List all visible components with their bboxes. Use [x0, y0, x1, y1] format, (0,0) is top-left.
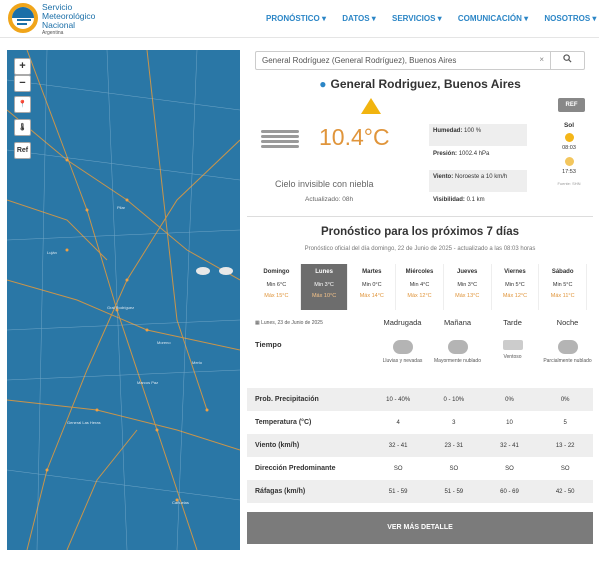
period-header: Noche	[556, 318, 579, 327]
day-tab[interactable]	[348, 264, 396, 310]
map-place-label: Moreno	[157, 340, 171, 345]
logo-country: Argentina	[42, 30, 64, 36]
day-min: Min 6°C	[266, 282, 287, 288]
windy-icon	[503, 340, 523, 350]
day-name: Lunes	[315, 269, 333, 275]
map-roads	[7, 50, 240, 550]
search-button[interactable]	[550, 52, 584, 69]
location-title	[247, 77, 593, 91]
day-name: Domingo	[263, 269, 290, 275]
row-label: Dirección Predominante	[255, 465, 336, 472]
sun-title: Sol	[563, 122, 575, 129]
day-max: Máx 11°C	[550, 293, 575, 299]
cell: 10 - 40%	[386, 396, 411, 403]
pressure-stat	[429, 147, 527, 169]
stat-value: 100 %	[464, 128, 482, 134]
cell: 3	[452, 419, 456, 426]
sunset-icon	[565, 157, 574, 166]
cell: 4	[396, 419, 400, 426]
day-name: Sábado	[551, 269, 574, 275]
cell: SO	[393, 465, 403, 472]
map-pin-icon: 📍	[18, 101, 27, 108]
map-panel[interactable]	[7, 50, 240, 550]
weather-cell	[430, 340, 485, 364]
day-max: Máx 12°C	[502, 293, 528, 299]
day-min: Min 5°C	[505, 282, 525, 288]
cloudy-icon	[448, 340, 468, 354]
day-max: Máx 13°C	[455, 293, 480, 299]
humidity-stat	[429, 124, 527, 146]
nav-servicios[interactable]: SERVICIOS ▾	[392, 14, 442, 23]
stat-label: Presión:	[433, 151, 458, 157]
cell: 5	[563, 419, 567, 426]
current-temperature: 10.4°C	[319, 124, 390, 150]
stat-label: Visibilidad:	[433, 197, 465, 203]
weather-desc: Parcialmente nublado	[543, 358, 592, 364]
table-row	[247, 480, 593, 503]
location-pin-icon: ●	[319, 77, 327, 91]
calendar-icon: ▦	[255, 320, 260, 326]
stat-label: Viento:	[433, 174, 454, 180]
zoom-out-button[interactable]: −	[14, 75, 31, 92]
day-tab[interactable]	[396, 264, 444, 310]
fog-icon	[261, 130, 299, 154]
day-min: Min 4°C	[409, 282, 430, 288]
stat-value: 1002.4 hPa	[458, 151, 490, 157]
forecast-table	[247, 388, 593, 503]
map-place-label: Pilar	[117, 205, 126, 210]
weather-cell	[375, 340, 430, 364]
cell: SO	[449, 465, 459, 472]
weather-cell	[485, 340, 540, 364]
divider	[247, 216, 593, 217]
map-place-label: Cañuelas	[172, 500, 189, 505]
smn-logo-icon[interactable]	[8, 3, 38, 33]
cell: 42 - 50	[555, 488, 575, 495]
wind-stat	[429, 170, 527, 192]
day-tab-selected[interactable]	[301, 264, 349, 310]
rain-snow-icon	[393, 340, 413, 354]
forecast-title: Pronóstico para los próximos 7 días	[320, 226, 520, 238]
location-pin-button[interactable]	[14, 96, 31, 113]
day-tab[interactable]	[539, 264, 587, 310]
day-min: Min 5°C	[552, 282, 573, 288]
weather-desc: Ventoso	[503, 354, 522, 360]
table-row	[247, 457, 593, 480]
thermometer-icon: 🌡	[18, 124, 27, 131]
current-condition: Cielo invisible con niebla	[275, 179, 374, 189]
day-max: Máx 10°C	[311, 293, 337, 299]
weather-desc: Mayormente nublado	[434, 358, 481, 364]
nav-nosotros[interactable]: NOSOTROS ▾	[544, 14, 597, 23]
day-max: Máx 14°C	[359, 293, 384, 299]
sunset-time: 17:53	[562, 169, 576, 175]
location-name: General Rodriguez, Buenos Aires	[330, 77, 521, 91]
zoom-in-button[interactable]: +	[14, 58, 31, 75]
sunrise-time: 08:03	[562, 145, 576, 151]
day-name: Viernes	[504, 269, 526, 275]
day-min: Min 3°C	[314, 282, 334, 288]
period-header: Tarde	[503, 318, 522, 327]
cell: 0%	[560, 396, 570, 403]
weather-icons	[375, 340, 595, 364]
day-name: Martes	[362, 269, 382, 275]
nav-datos[interactable]: DATOS ▾	[342, 14, 376, 23]
stat-value: 0.1 km	[466, 197, 485, 203]
updated-time: Actualizado: 08h	[305, 196, 354, 203]
search-bar[interactable]	[255, 51, 585, 70]
detail-date	[255, 320, 323, 326]
current-stats	[429, 124, 527, 216]
period-header: Madrugada	[383, 318, 422, 327]
search-input[interactable]: General Rodríguez (General Rodríguez), Buenos Aires	[262, 56, 457, 65]
alert-warning-icon[interactable]	[361, 98, 381, 114]
row-label: Prob. Precipitación	[255, 396, 319, 403]
cell: 0 - 10%	[443, 396, 465, 403]
detail-date-text: Lunes, 23 de Junio de 2025	[261, 320, 323, 326]
table-row	[247, 411, 593, 434]
row-label: Viento (km/h)	[255, 442, 300, 449]
forecast-subtitle: Pronóstico oficial del día domingo, 22 de Junio de 2025 - actualizado a las 08:03 horas	[304, 246, 536, 252]
day-name: Miércoles	[405, 269, 434, 275]
stat-value: Noroeste a 10 km/h	[454, 174, 508, 180]
day-name: Jueves	[457, 269, 478, 275]
day-min: Min 0°C	[361, 282, 382, 288]
stat-label: Humedad:	[433, 128, 463, 134]
row-label: Ráfagas (km/h)	[255, 488, 306, 495]
cell: 51 - 59	[444, 488, 464, 495]
cell: 13 - 22	[555, 442, 575, 449]
day-tab[interactable]	[444, 264, 492, 310]
map-place-label: Gral Rodríguez	[107, 305, 135, 310]
tiempo-label: Tiempo	[255, 340, 282, 349]
visibility-stat	[429, 193, 527, 215]
partly-cloudy-icon	[558, 340, 578, 354]
site-header	[0, 0, 599, 38]
table-row	[247, 388, 593, 411]
cell: 0%	[505, 396, 514, 403]
logo-line2: Meteorológico	[42, 11, 96, 21]
map-place-label: Marcos Paz	[137, 380, 159, 385]
logo-line3: Nacional	[42, 20, 76, 30]
map-place-label: General Las Heras	[67, 420, 101, 425]
more-detail-button[interactable]: VER MÁS DETALLE	[247, 512, 593, 544]
period-header: Mañana	[443, 318, 472, 327]
main-nav	[266, 14, 599, 23]
search-icon	[563, 54, 572, 63]
map-place-label: Luján	[47, 250, 57, 255]
map-ref-button[interactable]: Ref	[14, 142, 31, 159]
cell: 32 - 41	[388, 442, 408, 449]
clear-search-icon[interactable]: ×	[539, 55, 544, 64]
cell: 23 - 31	[444, 442, 464, 449]
logo-text[interactable]	[42, 3, 95, 37]
cell: 60 - 69	[500, 488, 519, 495]
row-label: Temperatura (°C)	[255, 419, 312, 426]
cell: 32 - 41	[500, 442, 519, 449]
nav-pronostico[interactable]: PRONÓSTICO ▾	[266, 14, 327, 23]
weather-desc: Lluvias y nevadas	[382, 358, 423, 364]
thermometer-button[interactable]	[14, 119, 31, 136]
sun-source: Fuente: SHN	[557, 181, 581, 186]
map-place-label: Merlo	[192, 360, 203, 365]
day-tabs	[253, 264, 587, 310]
day-tab[interactable]	[492, 264, 540, 310]
cell: 10	[506, 419, 513, 426]
day-max: Máx 12°C	[407, 293, 432, 299]
weather-cell	[540, 340, 595, 364]
period-headers	[375, 318, 595, 327]
sunrise-icon	[565, 133, 574, 142]
ref-button[interactable]: REF	[558, 98, 585, 112]
day-min: Min 3°C	[457, 282, 478, 288]
table-row	[247, 434, 593, 457]
day-tab[interactable]	[253, 264, 301, 310]
sun-info	[549, 122, 589, 186]
cell: 51 - 59	[388, 488, 408, 495]
logo-line1: Servicio	[42, 2, 73, 12]
day-max: Máx 15°C	[264, 293, 289, 299]
cell: SO	[560, 465, 570, 472]
nav-comunicacion[interactable]: COMUNICACIÓN ▾	[457, 14, 529, 23]
cell: SO	[505, 465, 514, 472]
